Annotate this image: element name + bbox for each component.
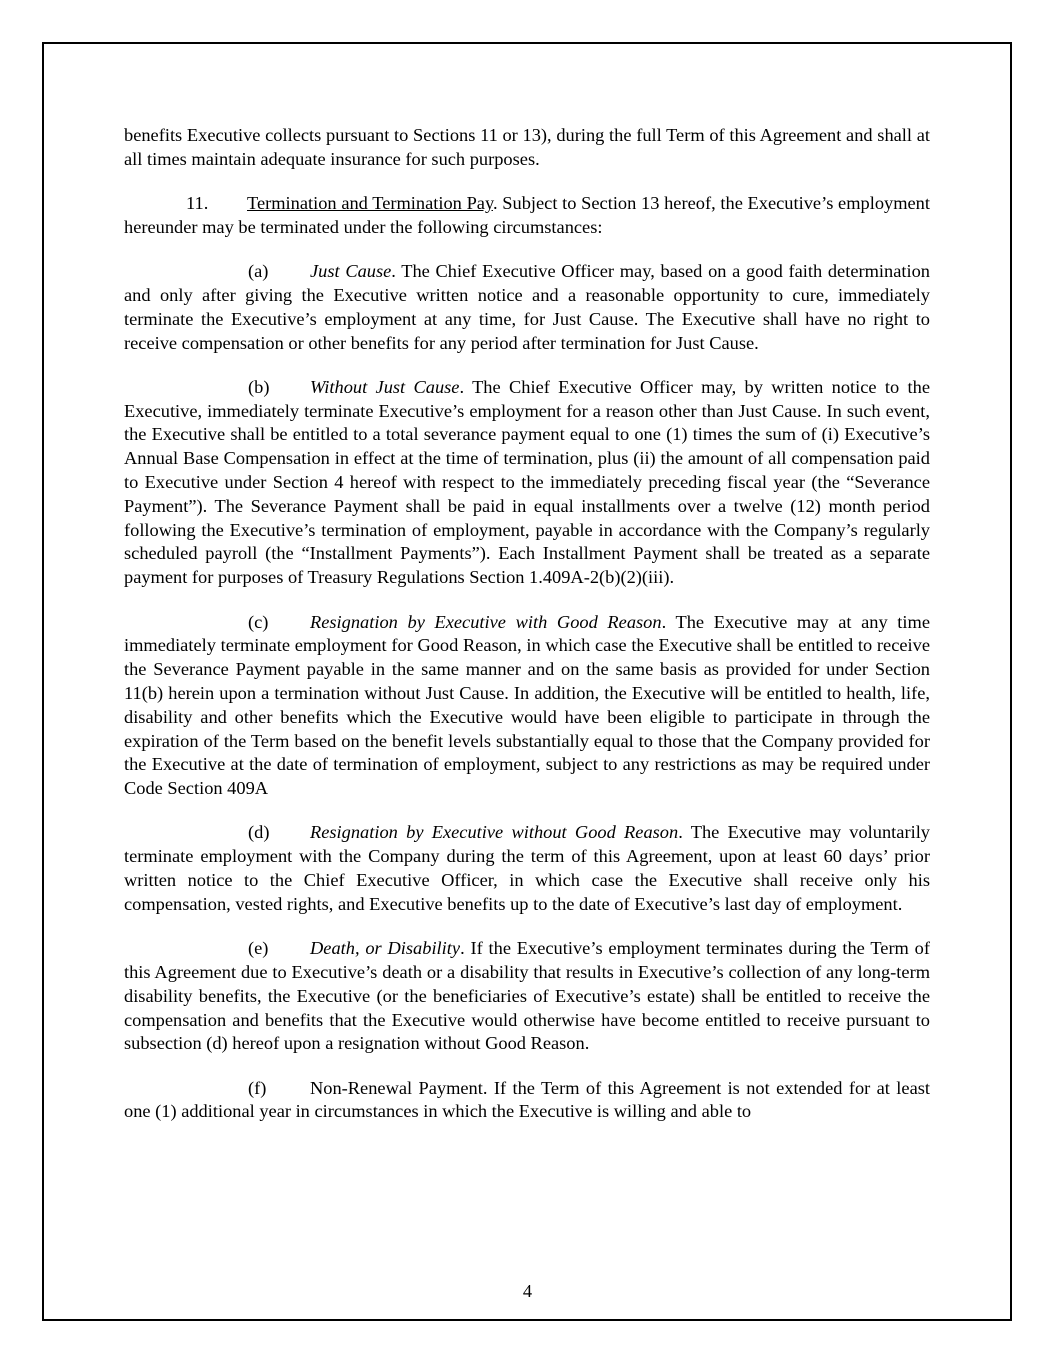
section-number: 11. xyxy=(186,193,209,214)
section-text: . Subject to Section 13 hereof, the Executive’s employment hereunder may be terminated under the following circumstances: xyxy=(124,193,930,237)
subsection-label: (f) xyxy=(248,1077,267,1098)
subsection-b xyxy=(124,376,930,590)
subsection-title: Just Cause xyxy=(310,261,392,282)
subsection-title: Without Just Cause xyxy=(310,376,460,397)
subsection-label: (b) xyxy=(248,376,270,397)
subsection-label: (a) xyxy=(248,261,269,282)
subsection-d xyxy=(124,821,930,916)
subsection-text: . The Executive may voluntarily terminate employment with the Company during the term of this Agreement, upon at least 60 days’ prior written notice to the Chief Executive Officer, in which case the Executive shall receive only his compensation, vested rights, and Executive benefits up to the date of Executive’s last day of employment. xyxy=(124,822,930,914)
subsection-e xyxy=(124,937,930,1056)
document-body xyxy=(124,124,930,1145)
subsection-c xyxy=(124,611,930,801)
subsection-title: Death, or Disability xyxy=(310,938,461,959)
subsection-text: . The Executive may at any time immediately terminate employment for Good Reason, in which case the Executive shall be entitled to receive the Severance Payment payable in the same manner and on the same basis as provided for under Section 11(b) herein upon a termination without Just Cause. In addition, the Executive will be entitled to health, life, disability and other benefits which the Executive would have been eligible to participate in through the expiration of the Term based on the benefit levels substantially equal to those that the Company provided for the Executive at the date of termination of employment, subject to any restrictions as may be required under Code Section 409A xyxy=(124,611,930,799)
section-11-paragraph xyxy=(124,192,930,240)
subsection-text: . If the Term of this Agreement is not extended for at least one (1) additional year in circumstances in which the Executive is willing and able to xyxy=(124,1077,930,1122)
subsection-a xyxy=(124,260,930,355)
subsection-label: (e) xyxy=(248,938,269,959)
subsection-f xyxy=(124,1077,930,1125)
subsection-text: . The Chief Executive Officer may, by written notice to the Executive, immediately terminate Executive’s employment for a reason other than Just Cause. In such event, the Executive shall be entitled to a total severance payment equal to one (1) times the sum of (i) Executive’s Annual Base Compensation in effect at the time of termination, plus (ii) the amount of all compensation paid to Executive under Section 4 hereof with respect to the immediately preceding fiscal year (the “Severance Payment”). The Severance Payment shall be paid in equal installments over a twelve (12) month period following the Executive’s termination of employment, payable in accordance with the Company’s regularly scheduled payroll (the “Installment Payments”). Each Installment Payment shall be treated as a separate payment for purposes of Treasury Regulations Section 1.409A-2(b)(2)(iii). xyxy=(124,376,931,588)
subsection-text: . If the Executive’s employment terminates during the Term of this Agreement due to Executive’s death or a disability that results in Executive’s collection of any long-term disability benefits, the Executive (or the beneficiaries of Executive’s estate) shall be entitled to receive the compensation and benefits that the Executive would otherwise have become entitled to receive pursuant to subsection (d) hereof upon a resignation without Good Reason. xyxy=(124,938,930,1054)
section-heading: Termination and Termination Pay xyxy=(247,193,493,214)
page-number: 4 xyxy=(522,1281,533,1301)
subsection-label: (c) xyxy=(248,611,269,632)
subsection-title: Resignation by Executive without Good Reason xyxy=(310,822,679,843)
subsection-title: Resignation by Executive with Good Reason xyxy=(310,611,662,632)
subsection-label: (d) xyxy=(248,822,270,843)
subsection-text: . The Chief Executive Officer may, based on a good faith determination and only after giving the Executive written notice and a reasonable opportunity to cure, immediately terminate the Executive’s employment at any time, for Just Cause. The Executive shall have no right to receive compensation or other benefits for any period after termination for Just Cause. xyxy=(124,261,930,353)
subsection-title: Non-Renewal Payment xyxy=(310,1077,483,1098)
continuation-paragraph: benefits Executive collects pursuant to Sections 11 or 13), during the full Term of this Agreement and shall at all times maintain adequate insurance for such purposes. xyxy=(124,125,930,169)
